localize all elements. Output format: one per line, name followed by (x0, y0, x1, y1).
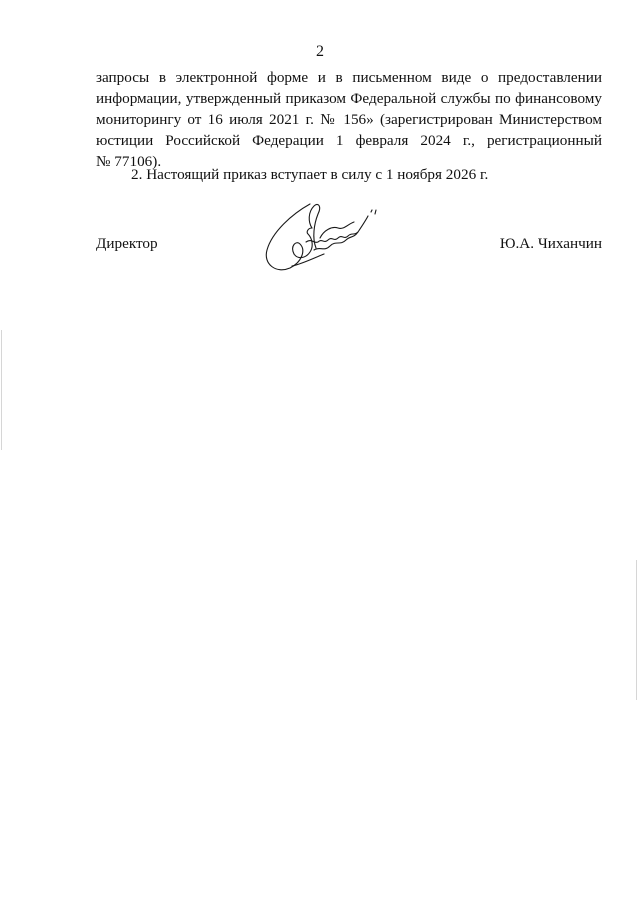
scan-edge-mark-left (1, 330, 2, 450)
paragraph-1-line: юстиции Российской Федерации 1 февраля 2024 г., регистрационный (96, 132, 602, 149)
signatory-name: Ю.А. Чиханчин (499, 235, 602, 252)
signatory-title: Директор (96, 235, 158, 252)
paragraph-1 (96, 67, 602, 172)
paragraph-1-line: запросы в электронной форме и в письменном виде о предоставлении (96, 69, 602, 86)
paragraph-1-line: мониторингу от 16 июля 2021 г. № 156» (зарегистрирован Министерством (96, 111, 602, 128)
page-number: 2 (316, 43, 324, 60)
handwritten-signature (262, 198, 382, 278)
scan-edge-mark-right (636, 560, 637, 700)
paragraph-1-line: информации, утвержденный приказом Федеральной службы по финансовому (96, 90, 602, 107)
paragraph-1-line: № 77106). (96, 153, 162, 170)
paragraph-2: 2. Настоящий приказ вступает в силу с 1 ноября 2026 г. (131, 166, 489, 183)
